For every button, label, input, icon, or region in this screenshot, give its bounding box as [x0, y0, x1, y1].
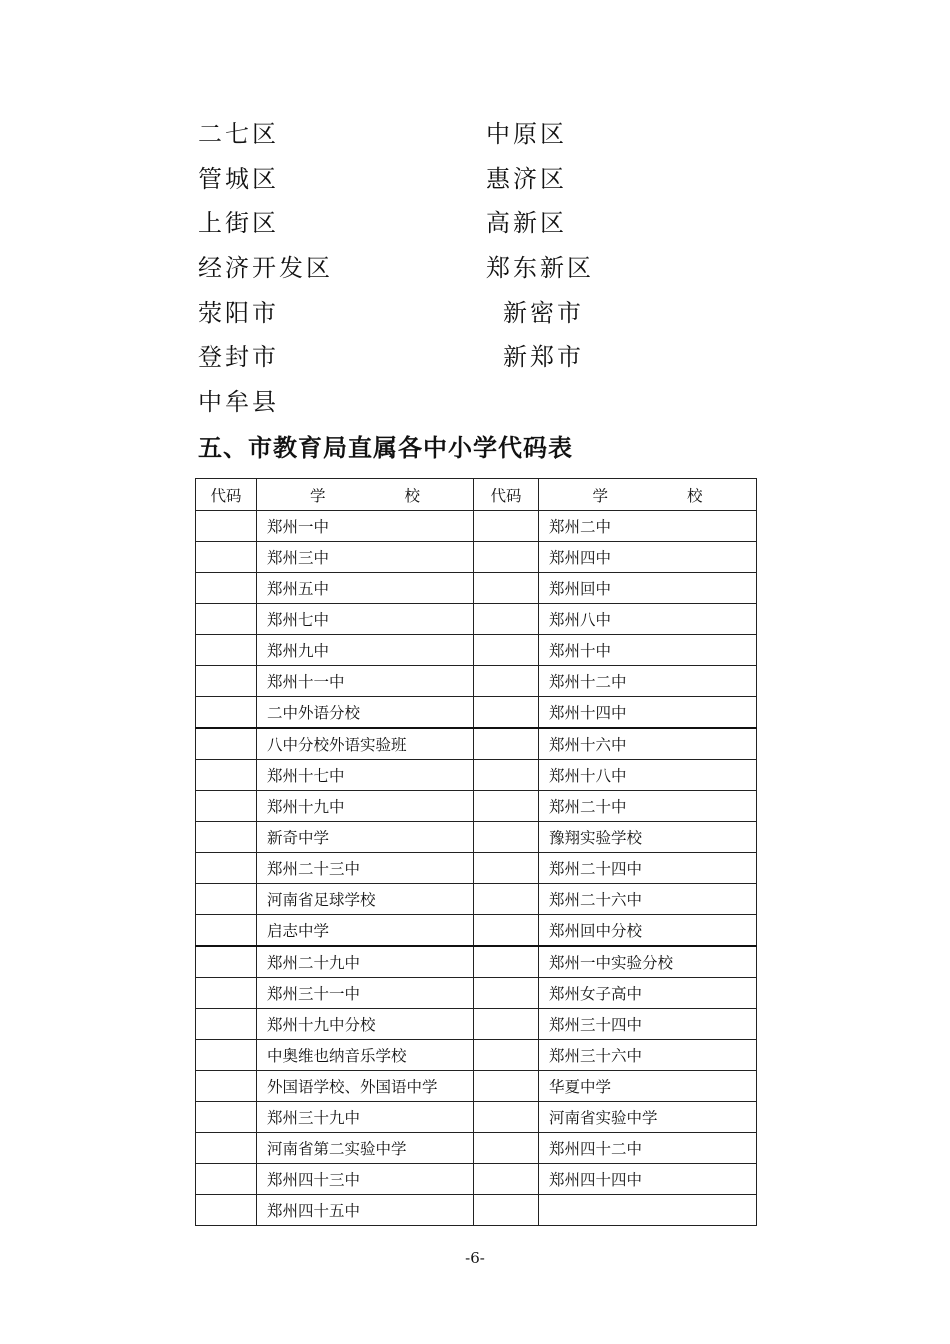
table-row — [196, 1133, 757, 1164]
code-cell — [474, 1071, 539, 1102]
table-row — [196, 1009, 757, 1040]
school-cell: 郑州三十六中 — [539, 1040, 757, 1071]
school-cell: 郑州二十四中 — [539, 853, 757, 884]
school-cell: 郑州十九中分校 — [257, 1009, 474, 1040]
district-name: 中原区 — [486, 120, 567, 148]
code-cell — [196, 604, 257, 635]
code-cell — [474, 666, 539, 697]
code-cell — [196, 822, 257, 853]
code-cell — [474, 946, 539, 978]
code-cell — [474, 884, 539, 915]
code-cell — [196, 760, 257, 791]
table-row — [196, 946, 757, 978]
table-row — [196, 853, 757, 884]
table-header-row — [196, 479, 757, 511]
code-cell — [196, 573, 257, 604]
table-row — [196, 791, 757, 822]
table-row — [196, 978, 757, 1009]
school-cell: 郑州七中 — [257, 604, 474, 635]
code-cell — [474, 728, 539, 760]
school-cell: 郑州三十四中 — [539, 1009, 757, 1040]
code-cell — [474, 697, 539, 729]
district-row — [198, 157, 718, 202]
school-cell: 郑州四十四中 — [539, 1164, 757, 1195]
code-cell — [196, 1195, 257, 1226]
school-cell: 河南省实验中学 — [539, 1102, 757, 1133]
school-cell: 新奇中学 — [257, 822, 474, 853]
code-cell — [474, 1133, 539, 1164]
school-cell: 二中外语分校 — [257, 697, 474, 729]
school-cell: 郑州三十九中 — [257, 1102, 474, 1133]
district-name: 高新区 — [486, 209, 567, 238]
school-cell: 郑州二十九中 — [257, 946, 474, 978]
table-row — [196, 697, 757, 729]
school-cell: 郑州十四中 — [539, 697, 757, 729]
school-code-table — [195, 478, 757, 1226]
school-cell: 河南省足球学校 — [257, 884, 474, 915]
code-cell — [196, 978, 257, 1009]
table-row — [196, 542, 757, 573]
school-cell: 华夏中学 — [539, 1071, 757, 1102]
school-cell: 郑州十六中 — [539, 728, 757, 760]
district-row — [198, 291, 718, 336]
code-cell — [196, 635, 257, 666]
code-cell — [474, 1102, 539, 1133]
district-row — [198, 380, 718, 425]
district-list — [198, 112, 718, 425]
school-cell: 郑州女子高中 — [539, 978, 757, 1009]
district-row — [198, 246, 718, 291]
header-school-right: 学 校 — [539, 479, 757, 511]
code-cell — [474, 853, 539, 884]
district-row — [198, 201, 718, 246]
table-row — [196, 1164, 757, 1195]
code-cell — [196, 511, 257, 542]
school-cell: 郑州十七中 — [257, 760, 474, 791]
district-name: 荥阳市 — [198, 298, 279, 327]
code-cell — [474, 978, 539, 1009]
code-cell — [474, 511, 539, 542]
code-cell — [474, 542, 539, 573]
code-cell — [474, 573, 539, 604]
school-cell: 河南省第二实验中学 — [257, 1133, 474, 1164]
code-cell — [474, 604, 539, 635]
school-cell: 郑州二十三中 — [257, 853, 474, 884]
table-row — [196, 573, 757, 604]
section-title: 五、市教育局直属各中小学代码表 — [198, 434, 573, 462]
page-number: -6- — [465, 1249, 485, 1267]
school-cell: 郑州八中 — [539, 604, 757, 635]
district-row — [198, 112, 718, 157]
district-name: 惠济区 — [486, 164, 567, 193]
table-row — [196, 822, 757, 853]
code-cell — [196, 666, 257, 697]
district-name: 二七区 — [198, 120, 279, 148]
code-cell — [474, 1195, 539, 1226]
school-cell: 郑州四十二中 — [539, 1133, 757, 1164]
school-cell: 郑州一中 — [257, 511, 474, 542]
school-cell — [539, 1195, 757, 1226]
code-cell — [474, 1040, 539, 1071]
table-row — [196, 1195, 757, 1226]
school-cell: 郑州三中 — [257, 542, 474, 573]
code-cell — [196, 1164, 257, 1195]
district-name: 登封市 — [198, 343, 279, 372]
school-cell: 郑州十中 — [539, 635, 757, 666]
school-cell: 郑州十一中 — [257, 666, 474, 697]
school-cell: 郑州十九中 — [257, 791, 474, 822]
school-cell: 郑州回中 — [539, 573, 757, 604]
code-cell — [196, 1133, 257, 1164]
school-cell: 郑州五中 — [257, 573, 474, 604]
table-row — [196, 728, 757, 760]
code-cell — [196, 697, 257, 729]
school-cell: 郑州三十一中 — [257, 978, 474, 1009]
table-row — [196, 884, 757, 915]
school-cell: 郑州回中分校 — [539, 915, 757, 947]
school-cell: 郑州四中 — [539, 542, 757, 573]
table-row — [196, 635, 757, 666]
table-row — [196, 1040, 757, 1071]
code-cell — [474, 1164, 539, 1195]
district-name: 管城区 — [198, 164, 279, 193]
code-cell — [474, 791, 539, 822]
code-cell — [196, 946, 257, 978]
code-cell — [196, 1102, 257, 1133]
table-row — [196, 1071, 757, 1102]
code-cell — [196, 1071, 257, 1102]
school-cell: 启志中学 — [257, 915, 474, 947]
code-cell — [474, 760, 539, 791]
district-name: 新郑市 — [503, 343, 584, 372]
district-name: 新密市 — [503, 298, 584, 327]
table-row — [196, 915, 757, 947]
code-cell — [196, 728, 257, 760]
school-cell: 郑州十二中 — [539, 666, 757, 697]
school-cell: 郑州四十五中 — [257, 1195, 474, 1226]
header-school-left: 学 校 — [257, 479, 474, 511]
district-name: 上街区 — [198, 209, 279, 238]
table-row — [196, 604, 757, 635]
table-row — [196, 511, 757, 542]
code-cell — [196, 1009, 257, 1040]
district-name: 郑东新区 — [486, 254, 594, 283]
code-cell — [196, 915, 257, 947]
school-cell: 郑州一中实验分校 — [539, 946, 757, 978]
code-cell — [474, 822, 539, 853]
table-row — [196, 760, 757, 791]
code-cell — [196, 1040, 257, 1071]
table-row — [196, 1102, 757, 1133]
code-cell — [196, 853, 257, 884]
code-cell — [474, 1009, 539, 1040]
district-name: 中牟县 — [198, 388, 279, 417]
school-cell: 郑州二中 — [539, 511, 757, 542]
code-cell — [474, 915, 539, 947]
school-cell: 郑州二十中 — [539, 791, 757, 822]
district-row — [198, 335, 718, 380]
school-cell: 外国语学校、外国语中学 — [257, 1071, 474, 1102]
header-code-right: 代码 — [474, 479, 539, 511]
district-name: 经济开发区 — [198, 254, 333, 283]
school-cell: 郑州九中 — [257, 635, 474, 666]
header-code-left: 代码 — [196, 479, 257, 511]
school-cell: 八中分校外语实验班 — [257, 728, 474, 760]
code-cell — [196, 791, 257, 822]
school-cell: 中奥维也纳音乐学校 — [257, 1040, 474, 1071]
school-cell: 郑州四十三中 — [257, 1164, 474, 1195]
table-row — [196, 666, 757, 697]
code-cell — [474, 635, 539, 666]
code-cell — [196, 884, 257, 915]
school-cell: 豫翔实验学校 — [539, 822, 757, 853]
school-cell: 郑州十八中 — [539, 760, 757, 791]
school-cell: 郑州二十六中 — [539, 884, 757, 915]
code-cell — [196, 542, 257, 573]
